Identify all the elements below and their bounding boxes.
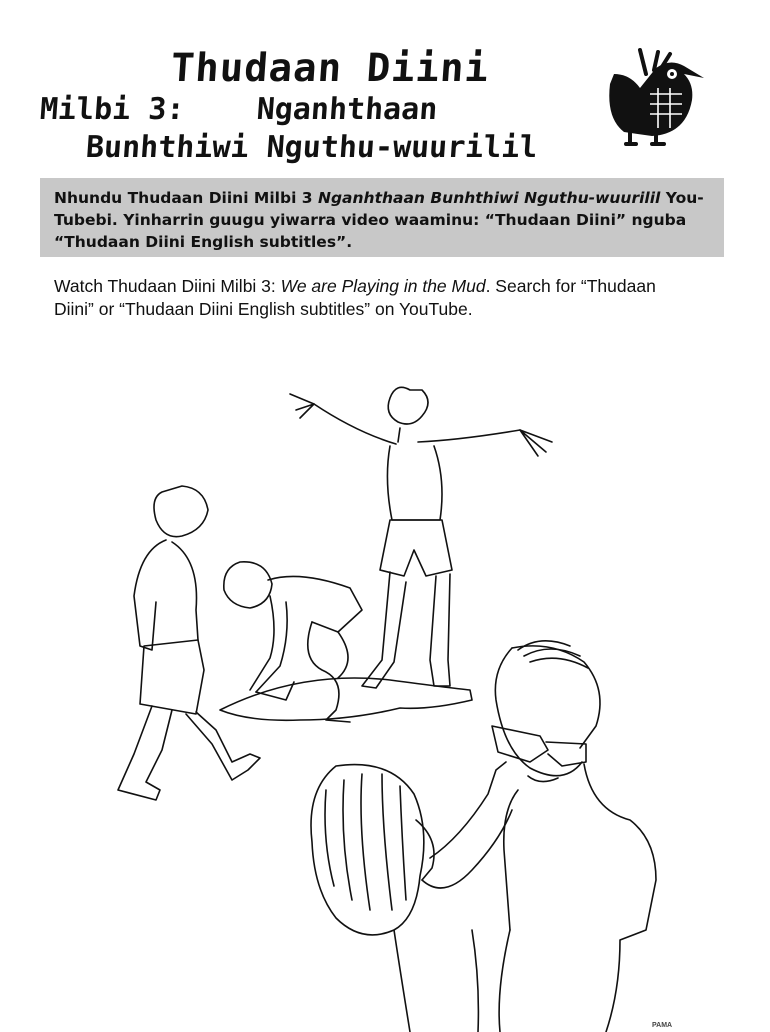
bird-logo-icon: [600, 44, 708, 146]
girl-painting-face: [311, 762, 512, 1032]
boy-walking: [118, 486, 260, 800]
english-instructions: [54, 275, 694, 321]
page-title: Thudaan Diini: [169, 46, 491, 91]
english-episode-name: We are Playing in the Mud: [280, 276, 486, 296]
english-text-part3: . Search for “Thudaan Diini” or “Thudaan Diini English subtitles” on YouTube.: [54, 276, 656, 319]
publisher-mark: PAMA: [652, 1022, 673, 1029]
elder-woman: [492, 641, 656, 1032]
episode-subtitle-line1: Milbi 3: Nganhthaan: [38, 92, 439, 127]
boy-crouching: [224, 562, 362, 722]
coloring-illustration: [100, 370, 673, 1032]
english-text-part1: Watch Thudaan Diini Milbi 3:: [54, 276, 281, 296]
banner-text-part1: Nhundu Thudaan Diini Milbi 3: [54, 189, 318, 207]
language-banner: [40, 178, 724, 257]
boy-arms-outstretched: [290, 387, 552, 688]
banner-text-part3: You-Tubebi. Yinharrin guugu yiwarra video waaminu: “Thudaan Diini” nguba “Thudaan Diini English subtitles”.: [54, 189, 704, 251]
episode-subtitle-line2: Bunhthiwi Nguthu-wuurilil: [84, 130, 539, 165]
banner-episode-name: Nganhthaan Bunhthiwi Nguthu-wuurilil: [317, 189, 661, 207]
